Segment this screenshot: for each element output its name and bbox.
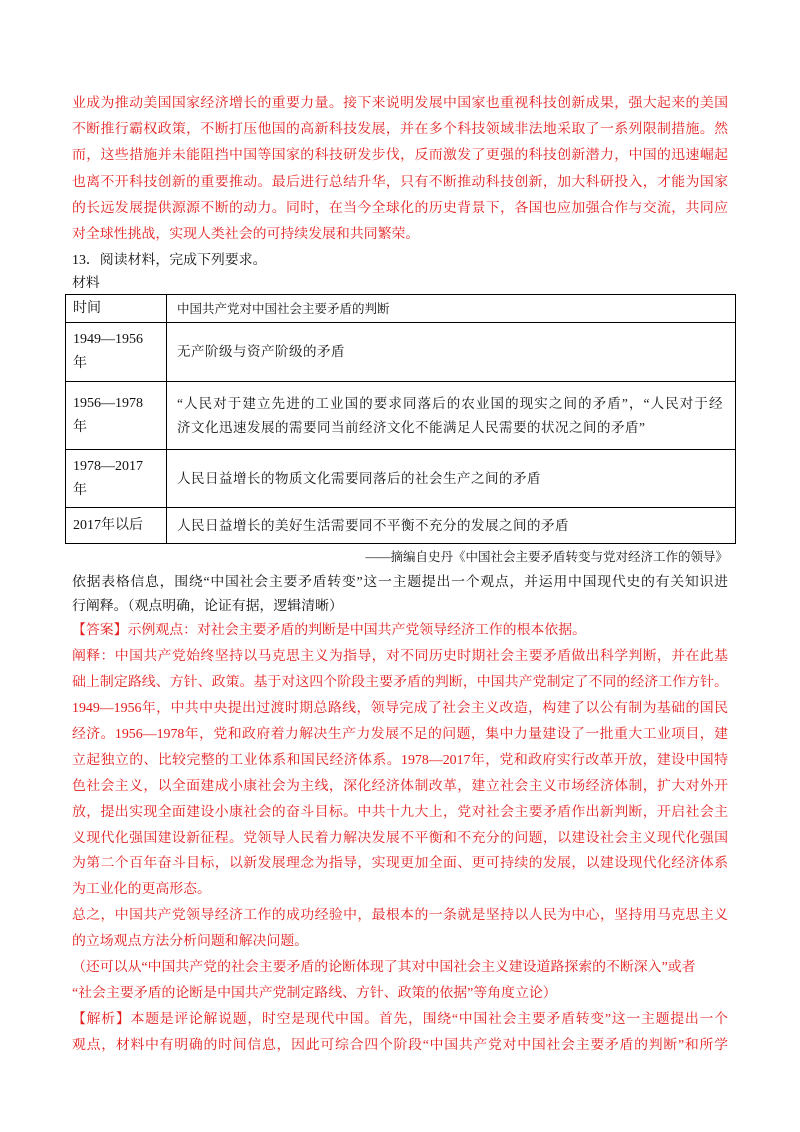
explanation-line: 为工业化的更高形态。 [72,882,211,898]
answer-label: 【答案】 [72,623,128,638]
period-text: 年 [73,356,87,371]
explanation-line: 放，提出实现全面建设小康社会的奋斗目标。中共十九大上，党对社会主要矛盾作出新判断，开启社会主 [72,804,728,820]
period-text: 1949—1956 [73,332,143,347]
material-source-citation: ——摘编自史丹《中国社会主要矛盾转变与党对经济工作的领导》 [365,550,728,564]
judgment-cell [167,323,736,382]
question-prompt [72,571,728,618]
intro-paragraph [72,91,728,248]
period-cell [66,508,167,544]
intro-line: 而，这些措施并未能阻挡中国等国家的科技研发步伐，反而激发了更强的科技创新潜力，中国的迅速崛起 [72,148,728,164]
judgment-text: 济文化迅速发展的需要同当前经济文化不能满足人民需要的状况之间的矛盾” [177,419,646,435]
judgment-cell [167,508,736,544]
answer-viewpoint: 示例观点：对社会主要矛盾的判断是中国共产党领导经济工作的根本依据。 [127,623,586,638]
judgment-cell [167,450,736,508]
judgment-cell [167,382,736,450]
period-text: 1978—2017 [73,458,143,474]
material-table [65,294,736,544]
intro-line: 也离不开科技创新的重要推动。最后进行总结升华，只有不断推动科技创新，加大科研投入，才能为国家 [72,174,728,190]
table-row [66,450,736,508]
intro-line: 对全球性挑战，实现人类社会的可持续发展和共同繁荣。 [72,227,420,243]
summary-line: 总之，中国共产党领导经济工作的成功经验中，最根本的一条就是坚持以人民为中心，坚持用马克思主义 [72,908,728,924]
judgment-text: “人民对于建立先进的工业国的要求同落后的农业国的现实之间的矛盾”，“人民对于经 [177,395,723,411]
analysis-line: 观点，材料中有明确的时间信息，因此可综合四个阶段“中国共产党对中国社会主要矛盾的判断”和所学 [72,1038,728,1053]
table-row [66,323,736,382]
table-row [66,382,736,450]
period-text: 1956—1978 [73,395,143,411]
analysis-label: 【解析】 [72,1012,131,1028]
period-cell [66,382,167,450]
explanation-line: 立起独立的、比较完整的工业体系和国民经济体系。1978—2017年，党和政府实行改革开放，建设中国特 [72,752,728,768]
explanation-line: 1949—1956年，中共中央提出过渡时期总路线，领导完成了社会主义改造，构建了以公有制为基础的国民 [72,700,728,716]
answer-section [72,618,728,1059]
alternative-line: （还可以从“中国共产党的社会主要矛盾的论断体现了其对中国社会主义建设道路探索的不断深入”或者 [72,960,696,976]
intro-line: 不断推行霸权政策，不断打压他国的高新科技发展，并在多个科技领域非法地采取了一系列限制措施。然 [72,122,728,138]
intro-line: 业成为推动美国国家经济增长的重要力量。接下来说明发展中国家也重视科技创新成果，强大起来的美国 [72,96,728,111]
period-text: 2017年以后 [73,517,143,533]
analysis-text: 本题是评论解说题，时空是现代中国。首先，围绕“中国社会主要矛盾转变”这一主题提出一个 [130,1012,728,1028]
judgment-text: 人民日益增长的美好生活需要同不平衡不充分的发展之间的矛盾 [177,517,569,533]
intro-line: 的长远发展提供源源不断的动力。同时，在当今全球化的历史背景下，各国也应加强合作与交流，共同应 [72,200,728,216]
explanation-line: 础上制定路线、方针、政策。基于对这四个阶段主要矛盾的判断，中国共产党制定了不同的经济工作方针。 [72,674,728,690]
header-time-text: 时间 [73,300,101,316]
prompt-line: 依据表格信息，围绕“中国社会主要矛盾转变”这一主题提出一个观点，并运用中国现代史的有关知识进 [72,575,728,590]
explanation-line: 义现代化强国建设新征程。党领导人民着力解决发展不平衡和不充分的问题，以建设社会主义现代化强国 [72,830,728,846]
period-text: 年 [73,482,87,498]
judgment-text: 人民日益增长的物质文化需要同落后的社会生产之间的矛盾 [177,470,541,486]
explanation-line: 经济。1956—1978年，党和政府着力解决生产力发展不足的问题，集中力量建设了一批重大工业项目，建 [72,726,728,742]
alternative-line: “社会主要矛盾的论断是中国共产党制定路线、方针、政策的依据”等角度立论） [72,986,557,1002]
analysis-line [72,1007,728,1033]
answer-viewpoint-line [72,618,728,644]
period-cell [66,450,167,508]
table-row [66,508,736,544]
prompt-line: 行阐释。（观点明确，论证有据，逻辑清晰） [72,598,343,614]
period-text: 年 [73,419,87,435]
material-label: 材料 [72,276,100,291]
summary-line: 的立场观点方法分析问题和解决问题。 [72,934,309,950]
explanation-line: 色社会主义，以全面建成小康社会为主线，深化经济体制改革，建立社会主义市场经济体制，扩大对外开 [72,778,728,794]
question-title: 13．阅读材料，完成下列要求。 [72,253,267,268]
explanation-line: 为第二个百年奋斗目标，以新发展理念为指导，实现更加全面、更可持续的发展，以建设现代化经济体系 [72,856,728,872]
explanation-line: 阐释：中国共产党始终坚持以马克思主义为指导，对不同历史时期社会主要矛盾做出科学判断，并在此基 [72,648,728,664]
header-cell-time [66,295,167,323]
header-judgment-text: 中国共产党对中国社会主要矛盾的判断 [177,301,390,316]
header-cell-judgment [167,295,736,323]
period-cell [66,323,167,382]
table-header-row [66,295,736,323]
judgment-text: 无产阶级与资产阶级的矛盾 [177,344,345,359]
